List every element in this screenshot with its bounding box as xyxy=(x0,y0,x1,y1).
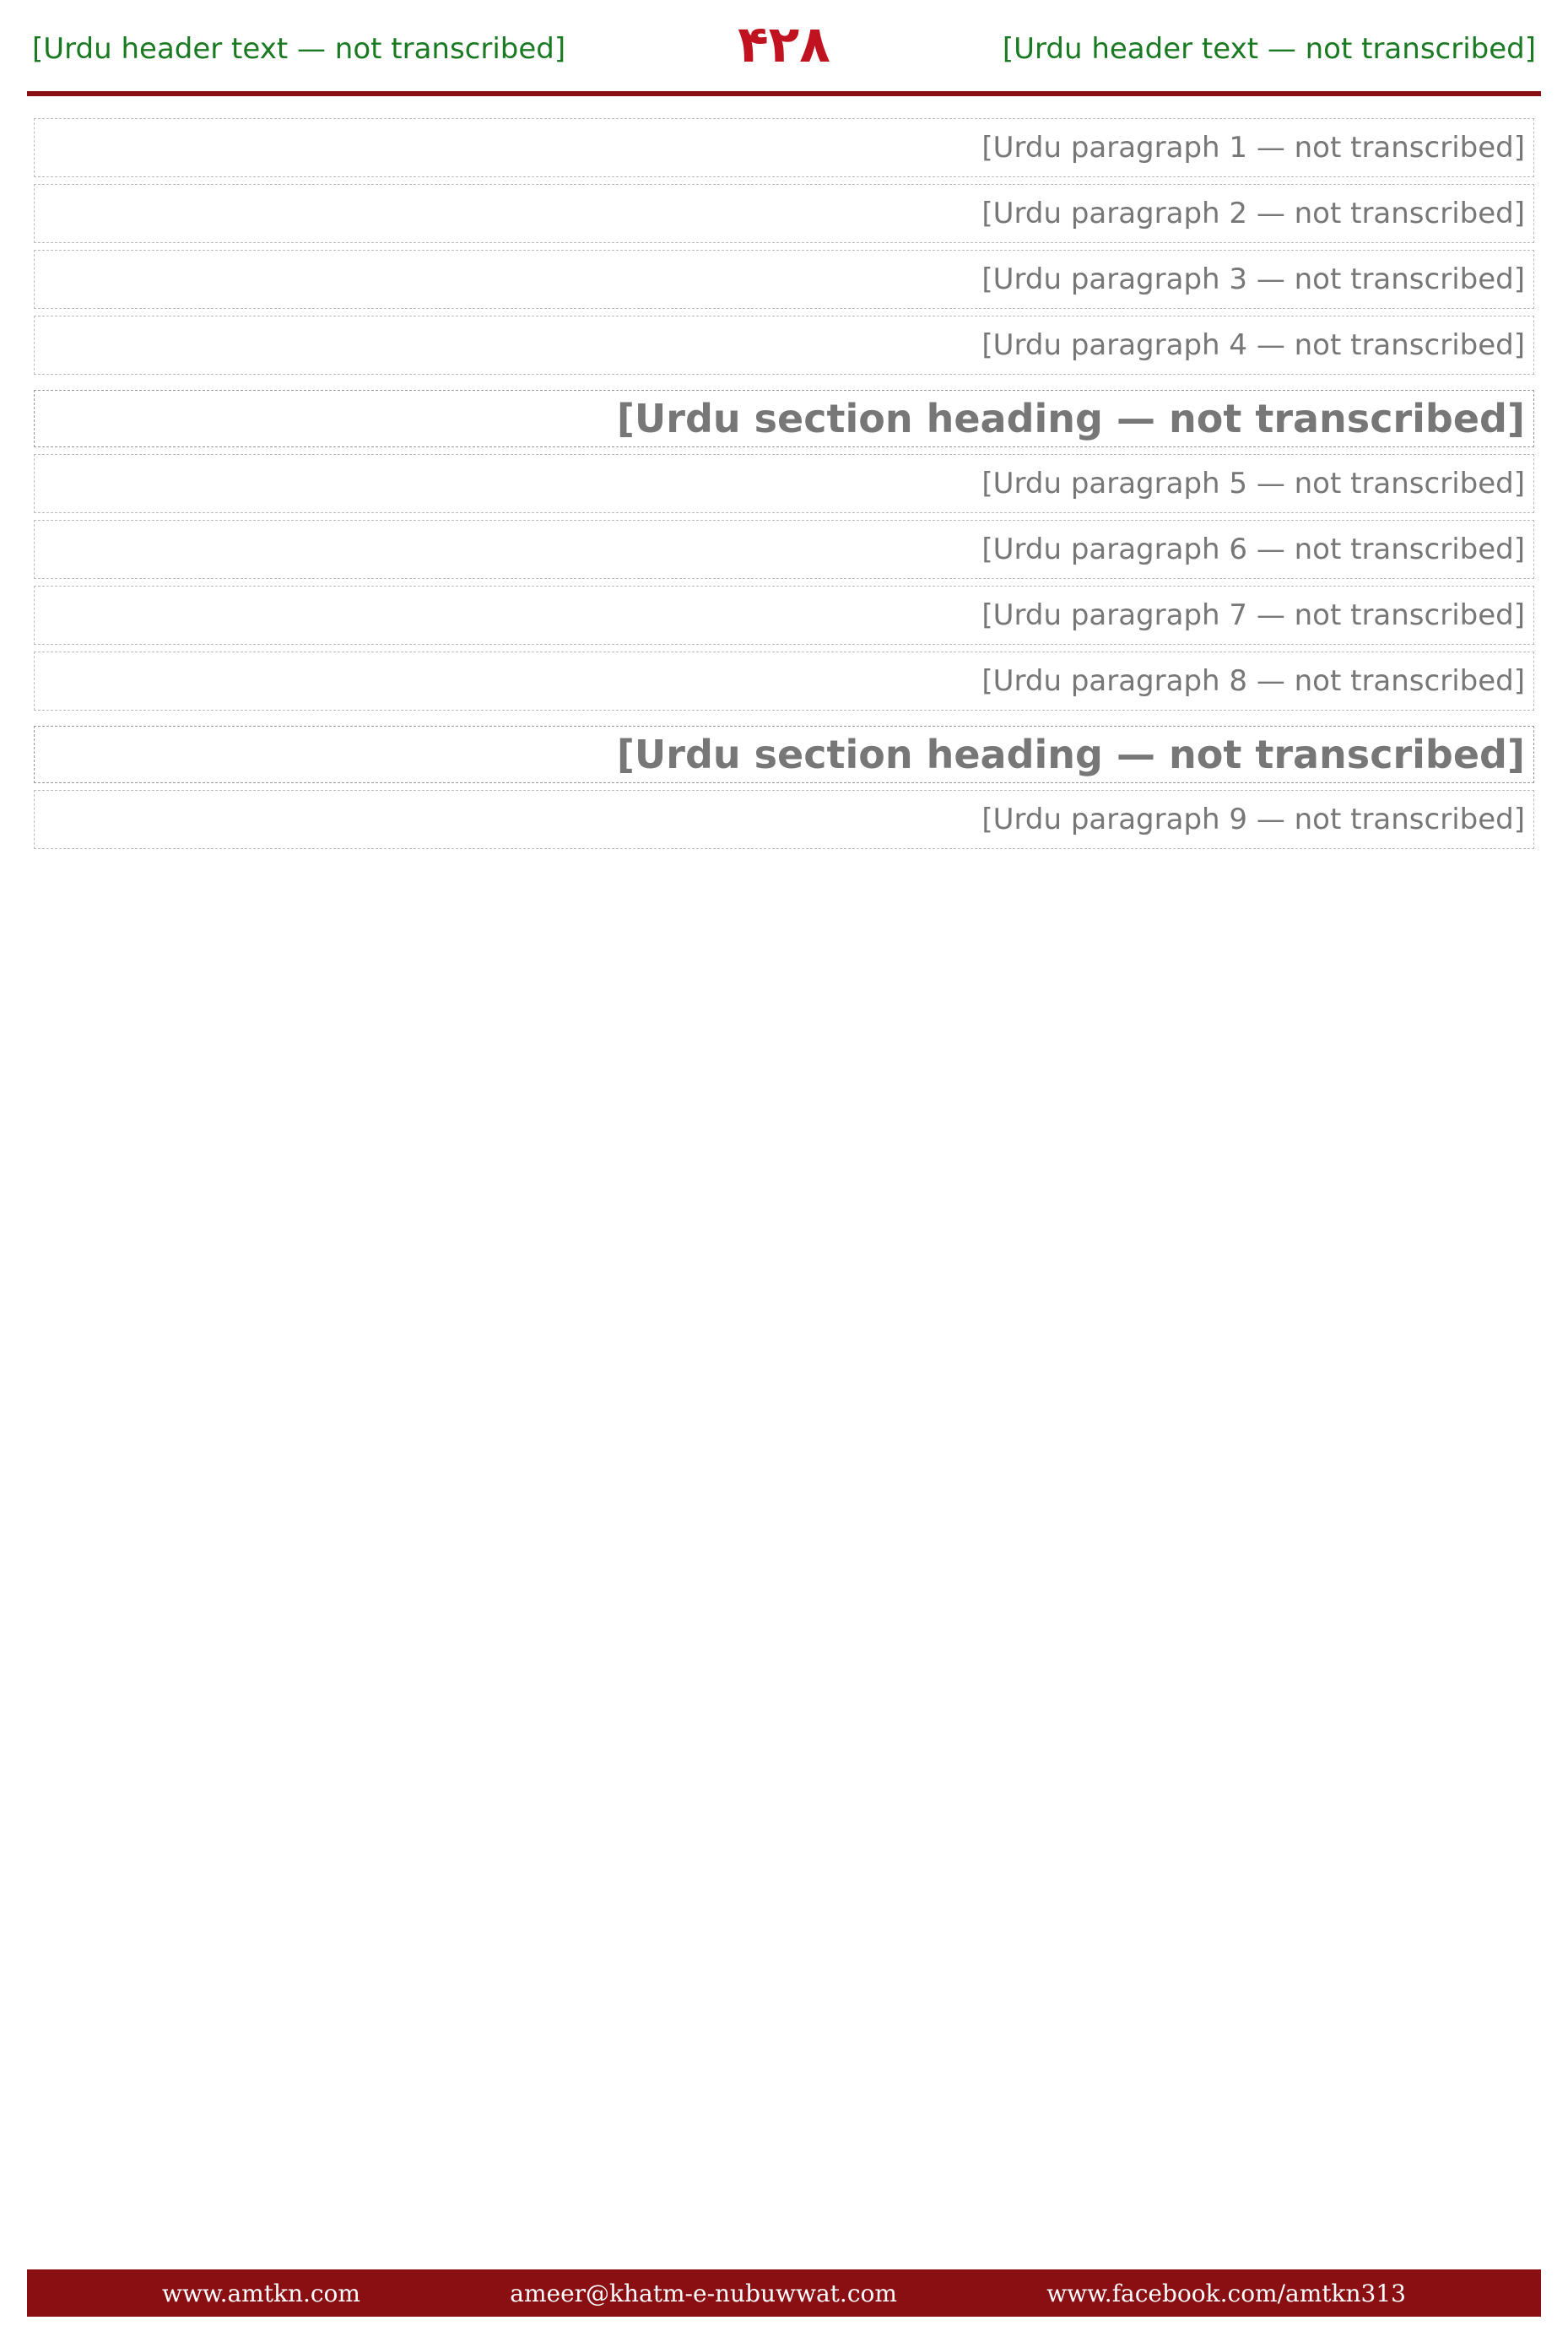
header-right-text: [Urdu header text — not transcribed] xyxy=(1002,32,1536,66)
section-heading: [Urdu section heading — not transcribed] xyxy=(34,390,1534,447)
paragraph: [Urdu paragraph 5 — not transcribed] xyxy=(34,454,1534,513)
document-body xyxy=(34,118,1534,2215)
paragraph: [Urdu paragraph 4 — not transcribed] xyxy=(34,316,1534,375)
page-footer xyxy=(27,2269,1541,2317)
section-heading: [Urdu section heading — not transcribed] xyxy=(34,726,1534,783)
footer-email-link[interactable]: ameer@khatm-e-nubuwwat.com xyxy=(510,2279,897,2307)
page-number: ۴۲۸ xyxy=(738,15,830,74)
footer-website-link[interactable]: www.amtkn.com xyxy=(162,2279,360,2307)
paragraph: [Urdu paragraph 9 — not transcribed] xyxy=(34,790,1534,849)
paragraph: [Urdu paragraph 6 — not transcribed] xyxy=(34,520,1534,579)
paragraph: [Urdu paragraph 3 — not transcribed] xyxy=(34,250,1534,309)
header-left-text: [Urdu header text — not transcribed] xyxy=(32,32,566,66)
paragraph: [Urdu paragraph 1 — not transcribed] xyxy=(34,118,1534,177)
page-header xyxy=(0,0,1568,93)
paragraph: [Urdu paragraph 8 — not transcribed] xyxy=(34,652,1534,711)
paragraph: [Urdu paragraph 2 — not transcribed] xyxy=(34,184,1534,243)
paragraph: [Urdu paragraph 7 — not transcribed] xyxy=(34,586,1534,645)
header-divider xyxy=(27,91,1541,96)
footer-facebook-link[interactable]: www.facebook.com/amtkn313 xyxy=(1046,2279,1406,2307)
